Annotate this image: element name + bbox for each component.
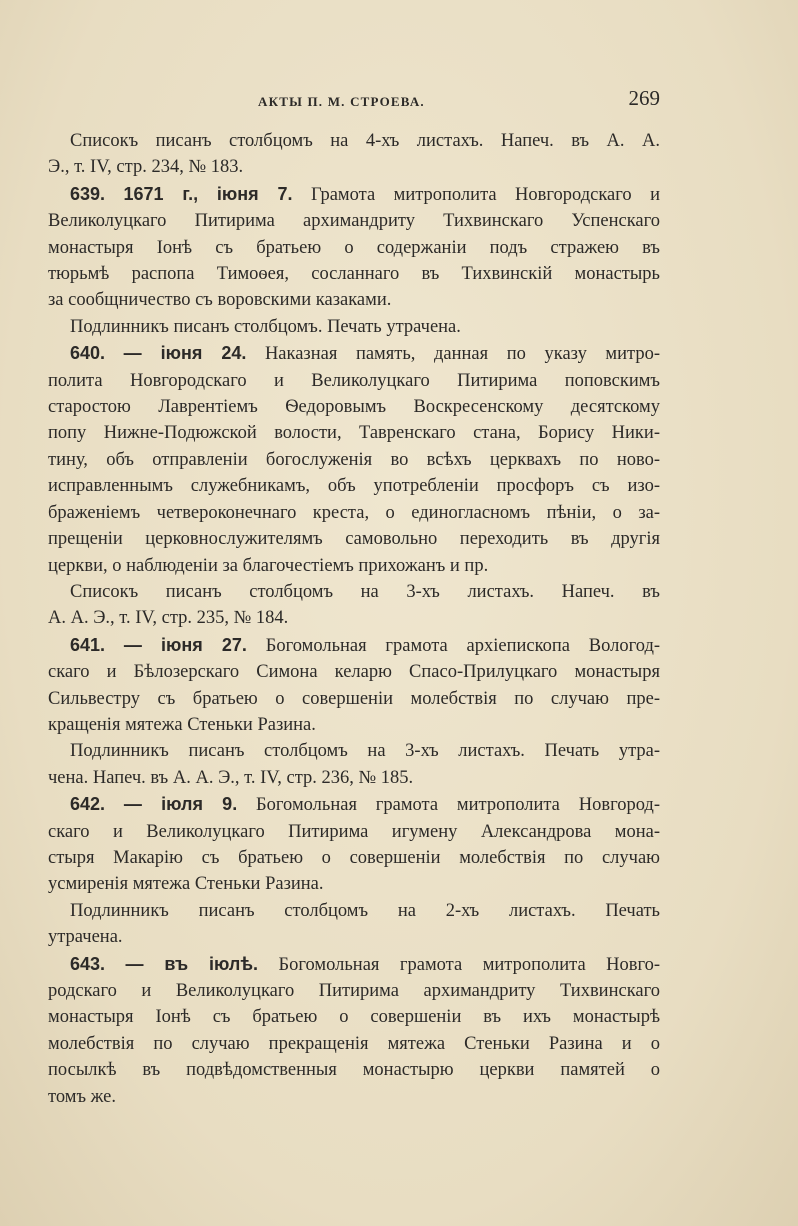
running-head: АКТЫ П. М. СТРОЕВА. — [258, 94, 425, 109]
entry-640 — [48, 340, 660, 579]
text-line: молебствія по случаю прекращенія мятежа Стеньки Разина и о — [48, 1033, 660, 1054]
entry-date: — іюля 9. — [123, 794, 238, 815]
entry-text: Грамота митрополита Новгородскаго и — [310, 184, 660, 205]
text-line: церкви, о наблюденіи за благочестіемъ прихожанъ и пр. — [48, 555, 489, 576]
text-line: чена. Напеч. въ А. А. Э., т. IV, стр. 236, № 185. — [48, 767, 414, 788]
page-number: 269 — [628, 86, 660, 110]
text-line: Списокъ писанъ столбцомъ на 4-хъ листахъ. Напеч. въ А. А. — [70, 131, 660, 151]
entry-date: — іюня 24. — [123, 343, 247, 364]
entry-first-line — [48, 632, 660, 659]
text-line: прещеніи церковнослужителямъ самовольно переходить въ другія — [48, 529, 660, 550]
entry-641 — [48, 632, 660, 739]
text-line: Списокъ писанъ столбцомъ на 3-хъ листахъ. Напеч. въ — [70, 581, 660, 602]
text-line: Великолуцкаго Питирима архимандриту Тихвинскаго Успенскаго — [48, 211, 660, 232]
source-note — [48, 314, 660, 340]
text-line: монастыря Іонѣ съ братьею о совершеніи въ ихъ монастырѣ — [48, 1007, 660, 1028]
entry-number: 641. — [70, 634, 106, 655]
entry-text: Богомольная грамота митрополита Новгород- — [256, 795, 660, 816]
entry-text: Богомольная грамота архіепископа Вологод- — [265, 635, 661, 656]
source-note — [48, 898, 660, 951]
text-line: стыря Макарію съ братьею о совершеніи молебствія по случаю — [48, 847, 660, 868]
text-line: монастыря Іонѣ съ братьею о содержаніи подъ стражею въ — [48, 237, 660, 258]
text-line: родскаго и Великолуцкаго Питирима архимандриту Тихвинскаго — [48, 981, 660, 1001]
text-line: кращенія мятежа Стеньки Разина. — [48, 714, 316, 735]
text-line: тину, объ отправленіи богослуженія во всѣхъ церквахъ по ново- — [48, 449, 660, 470]
page-header — [48, 86, 660, 116]
entry-number: 639. — [70, 183, 106, 204]
entry-number: 642. — [70, 794, 106, 815]
entry-639 — [48, 181, 660, 314]
text-line: Сильвестру съ братьею о совершеніи молебствія по случаю пре- — [48, 688, 660, 709]
entry-643 — [48, 951, 660, 1110]
text-line: А. А. Э., т. IV, стр. 235, № 184. — [48, 608, 289, 629]
text-line: попу Нижне-Подюжской волости, Тавренскаго стана, Борису Ники- — [48, 423, 660, 444]
text-line: Э., т. IV, стр. 234, № 183. — [48, 157, 244, 178]
entry-642 — [48, 791, 660, 898]
entry-text: Наказная память, данная по указу митро- — [264, 344, 660, 365]
text-line: за сообщничество съ воровскими казаками. — [48, 290, 392, 311]
source-note — [48, 738, 660, 791]
source-note — [48, 128, 660, 181]
text-line: посылкѣ въ подвѣдомственныя монастырю церкви памятей о — [48, 1060, 660, 1081]
entry-first-line — [48, 340, 660, 367]
entry-text: Богомольная грамота митрополита Новго- — [278, 954, 661, 975]
text-line: скаго и Великолуцкаго Питирима игумену Александрова мона- — [48, 821, 660, 842]
text-line: скаго и Бѣлозерскаго Симона келарю Спасо-Прилуцкаго монастыря — [48, 662, 660, 683]
text-line: утрачена. — [48, 927, 123, 948]
entry-first-line — [48, 791, 660, 818]
entry-date: — іюня 27. — [123, 634, 247, 655]
source-note — [48, 579, 660, 632]
entry-number: 640. — [70, 343, 106, 364]
entry-first-line — [48, 951, 660, 978]
text-line: браженіемъ четвероконечнаго креста, о единогласномъ пѣніи, о за- — [48, 502, 660, 523]
text-line: старостою Лаврентіемъ Ѳедоровымъ Воскресенскому десятскому — [48, 397, 660, 418]
body-text — [48, 128, 660, 1110]
text-line: Подлинникъ писанъ столбцомъ на 2-хъ листахъ. Печать — [70, 900, 660, 921]
text-line: полита Новгородскаго и Великолуцкаго Питирима поповскимъ — [48, 370, 660, 391]
text-line: Подлинникъ писанъ столбцомъ на 3-хъ листахъ. Печать утра- — [70, 741, 660, 762]
entry-number: 643. — [70, 953, 106, 974]
entry-date: — въ іюлѣ. — [125, 953, 259, 974]
text-line: исправленнымъ служебникамъ, объ употребленіи просфоръ съ изо- — [48, 476, 660, 497]
entry-date: 1671 г., іюня 7. — [123, 183, 293, 204]
text-line: усмиренія мятежа Стеньки Разина. — [48, 874, 324, 895]
text-line: томъ же. — [48, 1086, 117, 1107]
text-line: тюрьмѣ распопа Тимоѳея, сосланнаго въ Тихвинскій монастырь — [48, 264, 660, 285]
entry-first-line — [48, 181, 660, 208]
text-line: Подлинникъ писанъ столбцомъ. Печать утрачена. — [70, 316, 461, 337]
